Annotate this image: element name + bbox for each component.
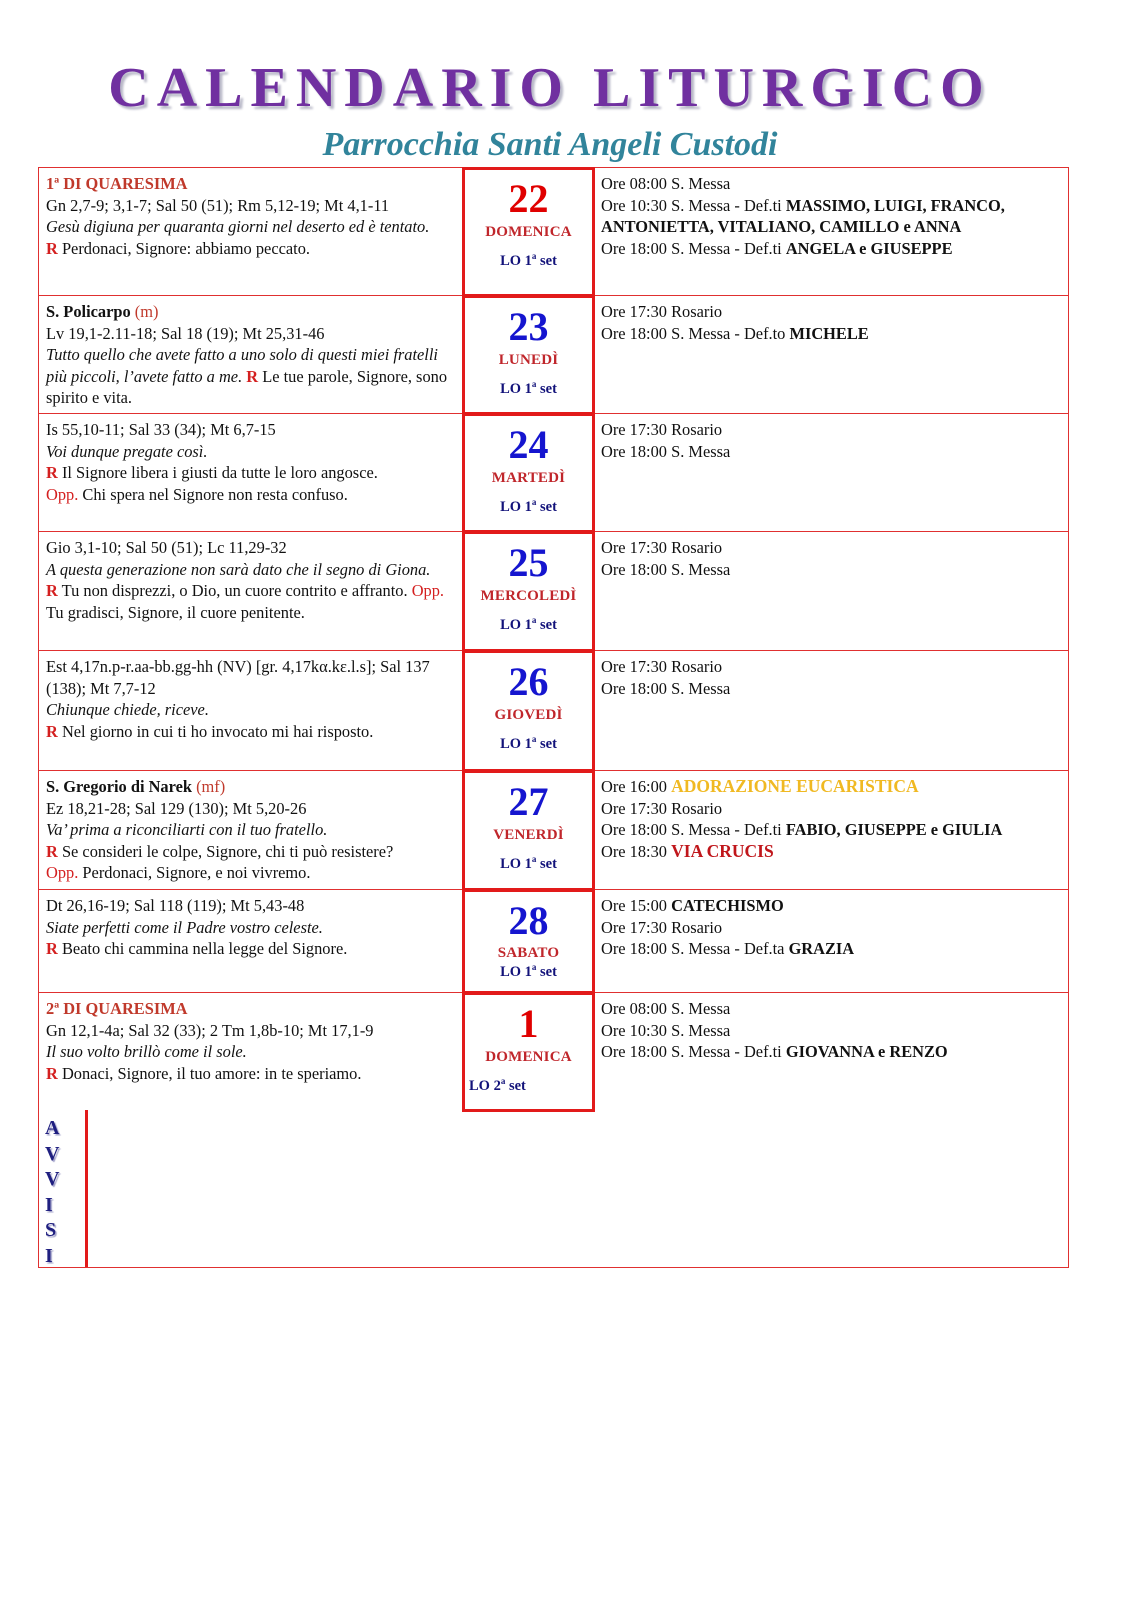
day-row (38, 650, 1069, 770)
date-box (462, 650, 595, 772)
feast-title: 2ª DI QUARESIMA (46, 999, 188, 1018)
weekday-name: LUNEDÌ (498, 351, 559, 368)
response-text: Le tue parole, Signore, sono spirito e vita. (46, 366, 448, 407)
event-item (601, 441, 1062, 463)
event-text: S. Messa - Def.ti (667, 820, 786, 839)
date-box (462, 770, 595, 891)
event-item (601, 1041, 1062, 1063)
alt-response-text: Tu gradisci, Signore, il cuore penitente. (46, 602, 305, 622)
event-text: S. Messa - Def.ti (667, 1042, 786, 1061)
antiphon: Il suo volto brillò come il sole. (46, 1042, 247, 1061)
readings-cell (39, 890, 462, 992)
lo-ordinal: a (531, 733, 537, 744)
avvisi-letter: A (45, 1117, 60, 1139)
date-box (462, 413, 595, 533)
event-item (601, 419, 1062, 441)
day-number: 28 (508, 897, 549, 943)
response-text: Il Signore libera i giusti da tutte le loro angosce. (57, 463, 378, 482)
event-item (601, 841, 1062, 863)
response-text: Perdonaci, Signore: abbiamo peccato. (57, 238, 310, 258)
day-row (38, 992, 1069, 1110)
day-row (38, 770, 1069, 889)
readings-refs: Dt 26,16-19; Sal 118 (119); Mt 5,43-48 (46, 896, 305, 915)
avvisi-letter: V (45, 1142, 60, 1165)
liturgy-of-hours-week (465, 734, 592, 753)
lo-label: LO 1 (500, 380, 532, 397)
event-text: Rosario (667, 917, 723, 937)
lo-ordinal: a (500, 1075, 506, 1086)
event-text: Rosario (667, 657, 723, 676)
lo-label: LO 1 (500, 855, 532, 872)
alt-response-label: Opp. (46, 484, 79, 504)
alt-response-label: Opp. (46, 863, 79, 882)
response-label: R (46, 581, 58, 600)
event-text: Rosario (667, 420, 723, 439)
event-time: Ore 17:30 (601, 420, 668, 439)
event-time: Ore 10:30 (601, 195, 668, 215)
readings-refs: Gn 12,1-4a; Sal 32 (33); 2 Tm 1,8b-10; Mt 17,1-9 (46, 1020, 374, 1040)
event-text: S. Messa - Def.ta (667, 939, 789, 958)
response-text: Nel giorno in cui ti ho invocato mi hai risposto. (57, 721, 374, 741)
event-text: Rosario (667, 302, 723, 321)
response-text: Tu non disprezzi, o Dio, un cuore contrito e affranto. (57, 581, 408, 600)
event-item (601, 559, 1062, 581)
weekday-name: DOMENICA (485, 223, 572, 240)
feast-title: 1ª DI QUARESIMA (46, 174, 188, 193)
event-item (601, 537, 1062, 559)
event-highlight: GRAZIA (788, 939, 855, 958)
event-time: Ore 17:30 (601, 917, 668, 937)
antiphon: Voi dunque pregate così. (46, 441, 208, 461)
event-time: Ore 08:00 (601, 174, 668, 193)
event-time: Ore 18:00 (601, 323, 668, 343)
day-number: 22 (508, 175, 549, 221)
readings-cell (39, 771, 462, 889)
event-highlight: ADORAZIONE EUCARISTICA (671, 776, 919, 796)
readings-cell (39, 651, 462, 770)
weekday-name: SABATO (497, 944, 560, 961)
event-time: Ore 18:00 (601, 559, 668, 579)
events-cell (595, 651, 1068, 770)
event-highlight: CATECHISMO (671, 896, 784, 915)
lo-ordinal: a (531, 496, 537, 507)
celebration-rank: (m) (130, 302, 159, 321)
alt-response-label: Opp. (407, 581, 445, 600)
date-box (462, 167, 595, 297)
avvisi-body (88, 1110, 1068, 1267)
response-text: Se consideri le colpe, Signore, chi ti può resistere? (57, 841, 394, 861)
events-cell (595, 771, 1068, 889)
lo-ordinal: a (531, 378, 537, 389)
day-number: 1 (518, 1000, 539, 1046)
event-text: S. Messa (667, 174, 731, 193)
avvisi-letter: V (45, 1168, 60, 1190)
day-row (38, 167, 1069, 295)
event-item (601, 1020, 1062, 1042)
day-row (38, 295, 1069, 413)
avvisi-letter: I (45, 1244, 53, 1267)
saint-name: S. Policarpo (46, 302, 131, 321)
liturgy-of-hours-week (465, 1076, 592, 1095)
event-text: S. Messa (667, 559, 731, 579)
event-highlight: VIA CRUCIS (671, 840, 774, 861)
readings-refs: Ez 18,21-28; Sal 129 (130); Mt 5,20-26 (46, 798, 307, 818)
lo-suffix: set (536, 616, 557, 633)
response-label: R (46, 939, 58, 958)
response-label: R (46, 238, 58, 258)
liturgy-of-hours-week (465, 379, 592, 398)
saint-name: S. Gregorio di Narek (46, 777, 192, 796)
antiphon: A questa generazione non sarà dato che il segno di Giona. (46, 559, 431, 579)
readings-refs: Lv 19,1-2.11-18; Sal 18 (19); Mt 25,31-46 (46, 323, 325, 343)
readings-cell (39, 414, 462, 531)
readings-cell (39, 532, 462, 650)
antiphon: Gesù digiuna per quaranta giorni nel deserto ed è tentato. (46, 217, 430, 236)
event-text: S. Messa - Def.to (667, 323, 790, 343)
readings-refs: Is 55,10-11; Sal 33 (34); Mt 6,7-15 (46, 420, 276, 439)
readings-cell (39, 296, 462, 413)
response-label: R (46, 463, 58, 482)
avvisi-letter: S (45, 1219, 57, 1241)
events-cell (595, 414, 1068, 531)
event-text: S. Messa (667, 441, 731, 461)
day-rows (38, 167, 1069, 1110)
weekday-name: MARTEDÌ (491, 469, 566, 486)
event-item (601, 678, 1062, 700)
event-time: Ore 18:00 (601, 441, 668, 461)
antiphon: Tutto quello che avete fatto a uno solo di questi miei fratelli più piccoli, l’avete fatto a me. (46, 345, 438, 386)
lo-ordinal: a (531, 250, 537, 261)
response-text: Beato chi cammina nella legge del Signore. (57, 939, 348, 958)
event-item (601, 938, 1062, 960)
lo-suffix: set (536, 498, 557, 515)
avvisi-label (39, 1110, 88, 1267)
lo-ordinal: a (531, 614, 537, 625)
liturgy-of-hours-week (465, 615, 592, 634)
liturgy-of-hours-week (465, 251, 592, 270)
lo-label: LO 2 (469, 1077, 501, 1094)
event-text: Rosario (667, 798, 723, 818)
weekday-name: MERCOLEDÌ (480, 587, 577, 604)
response-label: R (46, 841, 58, 861)
avvisi-section (38, 1110, 1069, 1268)
date-box (462, 992, 595, 1112)
event-time: Ore 18:00 (601, 678, 668, 698)
response-label: R (242, 366, 259, 386)
event-time: Ore 17:30 (601, 798, 668, 818)
day-row (38, 531, 1069, 650)
event-highlight: MICHELE (789, 323, 869, 343)
event-time: Ore 17:30 (601, 657, 668, 676)
lo-label: LO 1 (500, 252, 532, 269)
events-cell (595, 168, 1068, 295)
event-text: S. Messa - Def.ti (667, 195, 786, 215)
antiphon: Va’ prima a riconciliarti con il tuo fratello. (46, 820, 328, 839)
event-item (601, 998, 1062, 1020)
date-box (462, 531, 595, 652)
readings-refs: Gn 2,7-9; 3,1-7; Sal 50 (51); Rm 5,12-19; Mt 4,1-11 (46, 195, 390, 215)
event-time: Ore 10:30 (601, 1020, 668, 1040)
readings-cell (39, 993, 462, 1110)
lo-suffix: set (505, 1077, 526, 1094)
response-label: R (46, 721, 58, 741)
events-cell (595, 890, 1068, 992)
readings-refs: Est 4,17n.p-r.aa-bb.gg-hh (NV) [gr. 4,17kα.kε.l.s]; Sal 137 (138); Mt 7,7-12 (46, 657, 430, 698)
weekday-name: DOMENICA (485, 1048, 572, 1065)
day-number: 23 (508, 303, 549, 349)
event-time: Ore 08:00 (601, 999, 668, 1018)
lo-ordinal: a (531, 961, 537, 972)
event-time: Ore 17:30 (601, 538, 668, 557)
celebration-rank: (mf) (192, 777, 226, 796)
event-item (601, 819, 1062, 841)
alt-response-text: Chi spera nel Signore non resta confuso. (78, 484, 348, 504)
lo-suffix: set (536, 735, 557, 752)
antiphon: Siate perfetti come il Padre vostro celeste. (46, 917, 323, 937)
event-item (601, 776, 1062, 798)
event-item (601, 195, 1062, 238)
response-label: R (46, 1063, 58, 1083)
weekday-name: GIOVEDÌ (494, 706, 563, 723)
lo-label: LO 1 (500, 498, 532, 515)
liturgy-of-hours-week (465, 962, 592, 981)
weekday-name: VENERDÌ (493, 826, 564, 843)
lo-label: LO 1 (500, 963, 532, 980)
event-highlight: FABIO, GIUSEPPE e GIULIA (785, 820, 1003, 839)
day-row (38, 889, 1069, 992)
avvisi-letter: I (45, 1193, 53, 1216)
lo-suffix: set (536, 252, 557, 269)
events-cell (595, 993, 1068, 1110)
lo-suffix: set (536, 380, 557, 397)
day-row (38, 413, 1069, 531)
event-highlight: ANGELA e GIUSEPPE (785, 238, 953, 258)
events-cell (595, 532, 1068, 650)
event-item (601, 301, 1062, 323)
day-number: 24 (508, 421, 549, 467)
event-highlight: MASSIMO, LUIGI, FRANCO, ANTONIETTA, VITALIANO, CAMILLO e ANNA (601, 195, 1005, 236)
event-time: Ore 18:00 (601, 820, 668, 839)
event-text: S. Messa (667, 999, 731, 1018)
liturgical-calendar-table (38, 167, 1069, 1268)
day-number: 27 (508, 778, 549, 824)
event-item (601, 173, 1062, 195)
event-item (601, 895, 1062, 917)
readings-cell (39, 168, 462, 295)
lo-label: LO 1 (500, 735, 532, 752)
lo-suffix: set (536, 963, 557, 980)
event-time: Ore 18:00 (601, 939, 668, 958)
event-time: Ore 15:00 (601, 896, 668, 915)
event-time: Ore 17:30 (601, 302, 668, 321)
event-highlight: GIOVANNA e RENZO (785, 1042, 948, 1061)
liturgy-of-hours-week (465, 497, 592, 516)
event-time: Ore 18:30 (601, 841, 668, 861)
event-text: S. Messa - Def.ti (667, 238, 786, 258)
event-text: S. Messa (667, 1020, 731, 1040)
event-text: S. Messa (667, 678, 731, 698)
parish-subtitle: Parrocchia Santi Angeli Custodi (322, 126, 778, 163)
event-time: Ore 16:00 (601, 777, 668, 796)
lo-label: LO 1 (500, 616, 532, 633)
day-number: 25 (508, 539, 549, 585)
day-number: 26 (508, 658, 549, 704)
event-time: Ore 18:00 (601, 238, 668, 258)
liturgy-of-hours-week (465, 854, 592, 873)
event-item (601, 323, 1062, 345)
event-text: Rosario (667, 538, 723, 557)
events-cell (595, 296, 1068, 413)
event-time: Ore 18:00 (601, 1042, 668, 1061)
response-text: Donaci, Signore, il tuo amore: in te speriamo. (57, 1063, 362, 1083)
lo-ordinal: a (531, 853, 537, 864)
date-box (462, 889, 595, 994)
event-item (601, 238, 1062, 260)
page-title: CALENDARIO LITURGICO (108, 57, 992, 119)
readings-refs: Gio 3,1-10; Sal 50 (51); Lc 11,29-32 (46, 538, 287, 557)
date-box (462, 295, 595, 415)
antiphon: Chiunque chiede, riceve. (46, 700, 209, 719)
event-item (601, 917, 1062, 939)
event-item (601, 656, 1062, 678)
alt-response-text: Perdonaci, Signore, e noi vivremo. (78, 863, 311, 882)
lo-suffix: set (536, 855, 557, 872)
event-item (601, 798, 1062, 820)
